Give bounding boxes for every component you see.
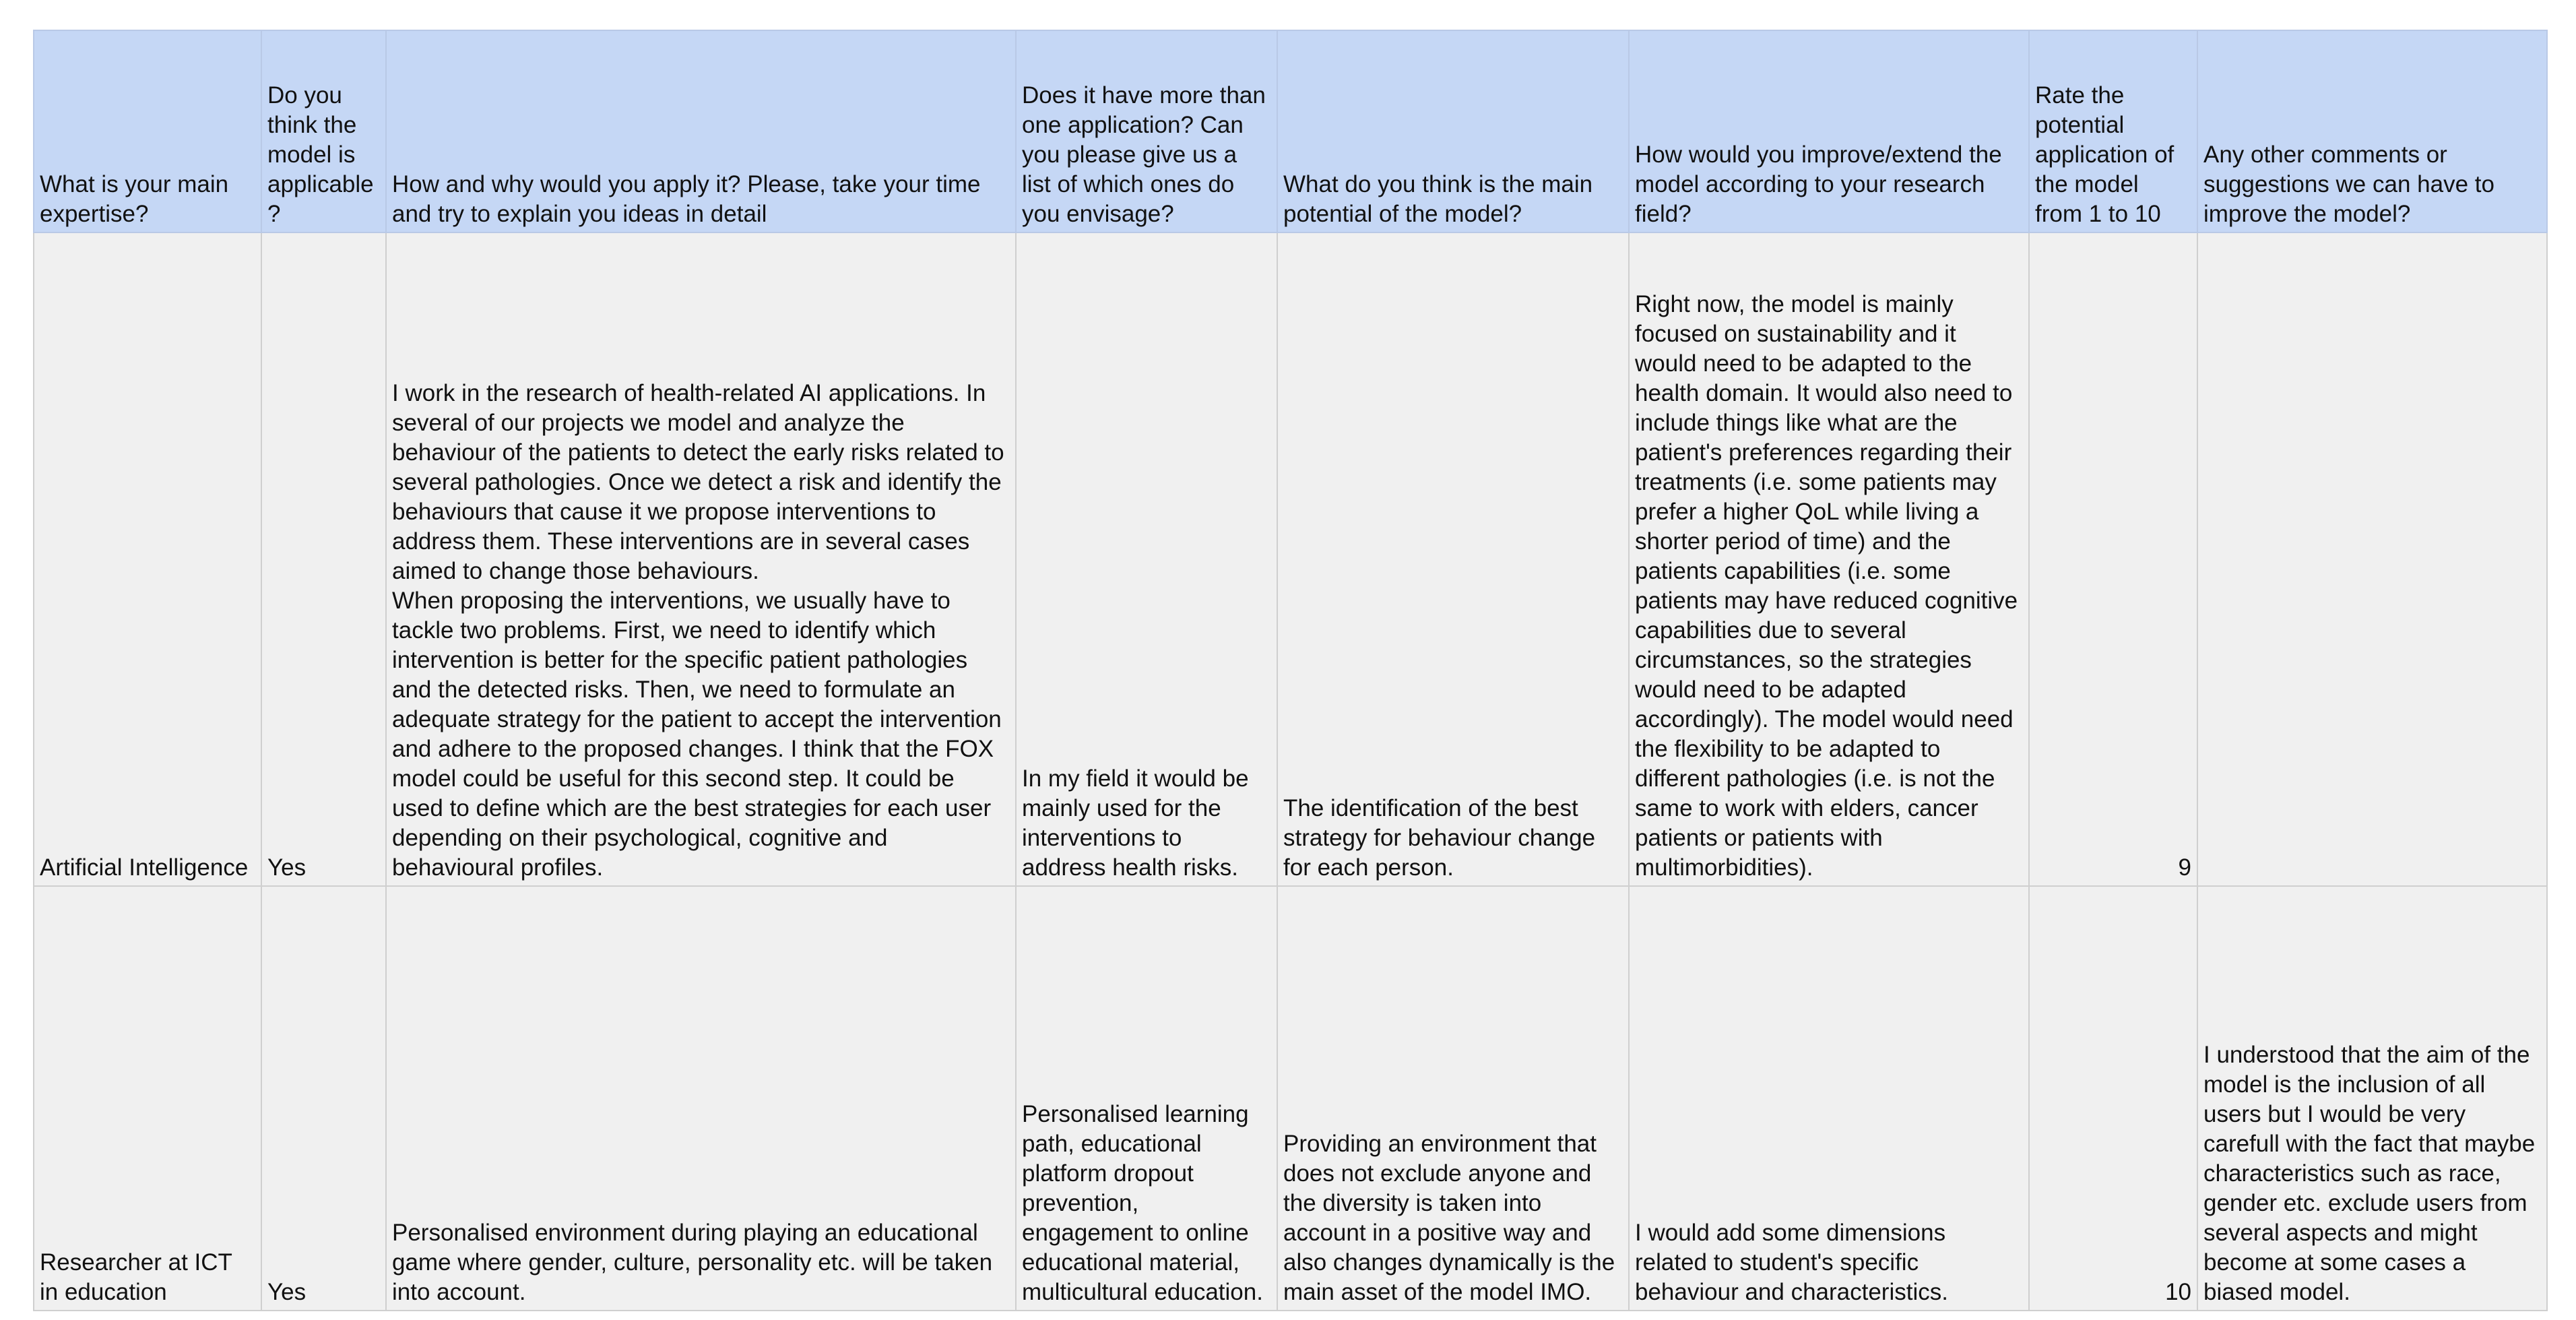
cell-improve[interactable]: Right now, the model is mainly focused on sustainability and it would need to be adapted to the health domain. It would also need to include things like what are the patient's preferences regarding their treatments (i.e. some patients may prefer a higher QoL while living a shorter period of time) and the patients capabilities (i.e. some patients may have reduced cognitive capabilities due to several circumstances, so the strategies would need to be adapted accordingly). The model would need the flexibility to be adapted to different pathologies (i.e. is not the same to work with elders, cancer patients or patients with multimorbidities). (1629, 232, 2029, 886)
header-row (34, 30, 2547, 232)
cell-potential[interactable]: The identification of the best strategy for behaviour change for each person. (1277, 232, 1629, 886)
cell-expertise[interactable]: Researcher at ICT in education (34, 886, 261, 1311)
header-cell-potential[interactable]: What do you think is the main potential of the model? (1277, 30, 1629, 232)
header-cell-improve[interactable]: How would you improve/extend the model according to your research field? (1629, 30, 2029, 232)
cell-rating[interactable]: 9 (2029, 232, 2197, 886)
cell-applicable[interactable]: Yes (261, 232, 386, 886)
header-cell-expertise[interactable]: What is your main expertise? (34, 30, 261, 232)
header-cell-applicable[interactable]: Do you think the model is applicable ? (261, 30, 386, 232)
cell-how-why[interactable]: I work in the research of health-related AI applications. In several of our projects we model and analyze the behaviour of the patients to detect the early risks related to several pathologies. Once we detect a risk and identify the behaviours that cause it we propose interventions to address them. These interventions are in several cases aimed to change those behaviours. When proposing the interventions, we usually have to tackle two problems. First, we need to identify which intervention is better for the specific patient pathologies and the detected risks. Then, we need to formulate an adequate strategy for the patient to accept the intervention and adhere to the proposed changes. I think that the FOX model could be useful for this second step. It could be used to define which are the best strategies for each user depending on their psychological, cognitive and behavioural profiles. (386, 232, 1016, 886)
header-cell-how-why[interactable]: How and why would you apply it? Please, take your time and try to explain you ideas in detail (386, 30, 1016, 232)
cell-comments[interactable]: I understood that the aim of the model is the inclusion of all users but I would be very carefull with the fact that maybe characteristics such as race, gender etc. exclude users from several aspects and might become at some cases a biased model. (2197, 886, 2547, 1311)
cell-applicable[interactable]: Yes (261, 886, 386, 1311)
header-cell-comments[interactable]: Any other comments or suggestions we can have to improve the model? (2197, 30, 2547, 232)
cell-comments[interactable] (2197, 232, 2547, 886)
cell-how-why[interactable]: Personalised environment during playing an educational game where gender, culture, personality etc. will be taken into account. (386, 886, 1016, 1311)
cell-applications[interactable]: In my field it would be mainly used for the interventions to address health risks. (1016, 232, 1277, 886)
cell-expertise[interactable]: Artificial Intelligence (34, 232, 261, 886)
header-cell-rating[interactable]: Rate the potential application of the model from 1 to 10 (2029, 30, 2197, 232)
header-cell-applications[interactable]: Does it have more than one application? Can you please give us a list of which ones do you envisage? (1016, 30, 1277, 232)
table-row (34, 232, 2547, 886)
cell-improve[interactable]: I would add some dimensions related to student's specific behaviour and characteristics. (1629, 886, 2029, 1311)
cell-applications[interactable]: Personalised learning path, educational platform dropout prevention, engagement to online educational material, multicultural education. (1016, 886, 1277, 1311)
table-row (34, 886, 2547, 1311)
cell-rating[interactable]: 10 (2029, 886, 2197, 1311)
cell-potential[interactable]: Providing an environment that does not exclude anyone and the diversity is taken into account in a positive way and also changes dynamically is the main asset of the model IMO. (1277, 886, 1629, 1311)
survey-spreadsheet (33, 30, 2548, 1311)
